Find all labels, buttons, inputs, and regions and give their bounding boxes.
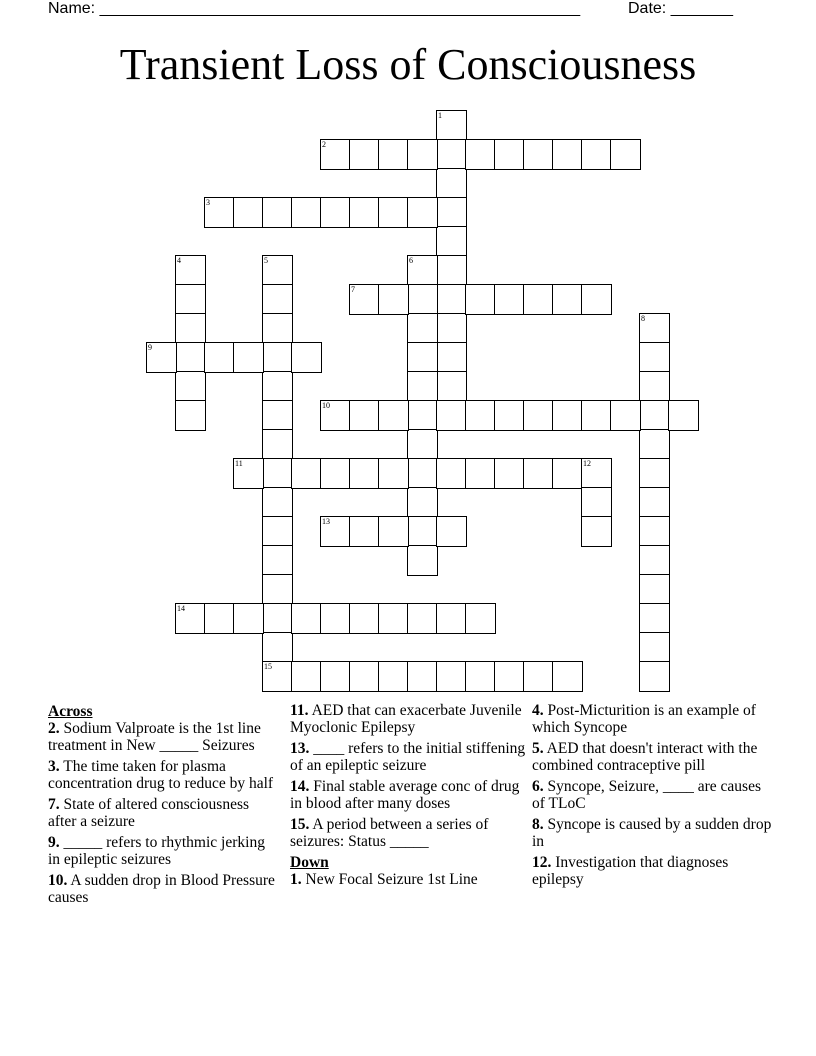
crossword-cell[interactable]: [436, 342, 467, 373]
clue-across-14: 14. Final stable average conc of drug in blood after many doses: [290, 778, 520, 812]
clue-number: 9: [148, 343, 152, 352]
crossword-cell[interactable]: [349, 284, 380, 315]
crossword-cell[interactable]: [349, 458, 380, 489]
crossword-cell[interactable]: [494, 458, 525, 489]
crossword-cell[interactable]: [262, 487, 293, 518]
crossword-cell[interactable]: [523, 284, 554, 315]
crossword-cell[interactable]: [407, 487, 438, 518]
crossword-cell[interactable]: [291, 197, 322, 228]
crossword-cell[interactable]: [465, 603, 496, 634]
crossword-cell[interactable]: [407, 458, 438, 489]
crossword-cell[interactable]: [378, 197, 409, 228]
crossword-cell[interactable]: [581, 458, 612, 489]
crossword-cell[interactable]: [320, 661, 351, 692]
crossword-cell[interactable]: [407, 284, 438, 315]
crossword-cell[interactable]: [175, 342, 206, 373]
crossword-cell[interactable]: [262, 197, 293, 228]
clue-number: 14: [177, 604, 185, 613]
crossword-cell[interactable]: [639, 574, 670, 605]
crossword-cell[interactable]: [320, 400, 351, 431]
clue-across-10: 10. A sudden drop in Blood Pressure causes: [48, 872, 275, 906]
crossword-cell[interactable]: [407, 197, 438, 228]
crossword-cell[interactable]: [639, 429, 670, 460]
clue-number: 5: [264, 256, 268, 265]
across-heading: Across: [48, 703, 93, 720]
crossword-cell[interactable]: [407, 516, 438, 547]
crossword-cell[interactable]: [494, 661, 525, 692]
crossword-cell[interactable]: [291, 342, 322, 373]
crossword-cell[interactable]: [407, 545, 438, 576]
crossword-cell[interactable]: [581, 516, 612, 547]
crossword-cell[interactable]: [233, 342, 264, 373]
crossword-cell[interactable]: [378, 458, 409, 489]
crossword-cell[interactable]: [262, 284, 293, 315]
clue-down-6: 6. Syncope, Seizure, ____ are causes of TLoC: [532, 778, 761, 812]
crossword-cell[interactable]: [291, 661, 322, 692]
clue-across-11: 11. AED that can exacerbate Juvenile Myoclonic Epilepsy: [290, 702, 522, 736]
crossword-cell[interactable]: [349, 603, 380, 634]
crossword-cell[interactable]: [378, 284, 409, 315]
crossword-cell[interactable]: [436, 661, 467, 692]
clue-across-9: 9. _____ refers to rhythmic jerking in epileptic seizures: [48, 834, 265, 868]
crossword-cell[interactable]: [407, 255, 438, 286]
crossword-cell[interactable]: [407, 400, 438, 431]
page-title: Transient Loss of Consciousness: [119, 40, 697, 89]
crossword-cell[interactable]: [639, 400, 670, 431]
crossword-cell[interactable]: [378, 516, 409, 547]
crossword-cell[interactable]: [523, 661, 554, 692]
crossword-cell[interactable]: [262, 458, 293, 489]
crossword-cell[interactable]: [204, 197, 235, 228]
crossword-cell[interactable]: [552, 400, 583, 431]
crossword-cell[interactable]: [175, 371, 206, 402]
clue-number: 13: [322, 517, 330, 526]
crossword-cell[interactable]: [581, 284, 612, 315]
crossword-cell[interactable]: [291, 603, 322, 634]
crossword-cell[interactable]: [436, 516, 467, 547]
clue-down-1: 1. New Focal Seizure 1st Line: [290, 871, 478, 888]
crossword-cell[interactable]: [262, 603, 293, 634]
crossword-cell[interactable]: [262, 516, 293, 547]
clue-down-12: 12. Investigation that diagnoses epilepsy: [532, 854, 729, 888]
crossword-cell[interactable]: [610, 400, 641, 431]
crossword-cell[interactable]: [262, 371, 293, 402]
clue-across-15: 15. A period between a series of seizures: Status _____: [290, 816, 489, 850]
crossword-cell[interactable]: [639, 661, 670, 692]
crossword-cell[interactable]: [436, 458, 467, 489]
crossword-cell[interactable]: [581, 400, 612, 431]
clue-down-4: 4. Post-Micturition is an example of which Syncope: [532, 702, 756, 736]
name-field-label: Name: ______________________________________________________: [48, 0, 581, 17]
crossword-cell[interactable]: [204, 603, 235, 634]
crossword-cell[interactable]: [233, 197, 264, 228]
crossword-cell[interactable]: [262, 661, 293, 692]
clue-number: 4: [177, 256, 181, 265]
crossword-cell[interactable]: [320, 139, 351, 170]
crossword-cell[interactable]: [262, 574, 293, 605]
crossword-cell[interactable]: [465, 661, 496, 692]
crossword-cell[interactable]: [378, 400, 409, 431]
clue-down-5: 5. AED that doesn't interact with the combined contraceptive pill: [532, 740, 758, 774]
crossword-cell[interactable]: [407, 371, 438, 402]
crossword-cell[interactable]: [639, 603, 670, 634]
crossword-cell[interactable]: [639, 632, 670, 663]
crossword-cell[interactable]: [204, 342, 235, 373]
clues-column-2: [290, 702, 526, 892]
crossword-cell[interactable]: [407, 139, 438, 170]
crossword-cell[interactable]: [581, 139, 612, 170]
crossword-cell[interactable]: [436, 255, 467, 286]
crossword-cell[interactable]: [175, 400, 206, 431]
crossword-cell[interactable]: [407, 661, 438, 692]
crossword-cell[interactable]: [494, 139, 525, 170]
crossword-cell[interactable]: [639, 371, 670, 402]
crossword-cell[interactable]: [262, 429, 293, 460]
clue-across-7: 7. State of altered consciousness after a seizure: [48, 796, 250, 830]
crossword-cell[interactable]: [349, 139, 380, 170]
crossword-cell[interactable]: [407, 313, 438, 344]
crossword-cell[interactable]: [349, 400, 380, 431]
crossword-cell[interactable]: [407, 429, 438, 460]
clue-down-8: 8. Syncope is caused by a sudden drop in: [532, 816, 772, 850]
crossword-cell[interactable]: [668, 400, 699, 431]
crossword-cell[interactable]: [639, 516, 670, 547]
clue-number: 15: [264, 662, 272, 671]
crossword-cell[interactable]: [320, 458, 351, 489]
crossword-cell[interactable]: [233, 458, 264, 489]
crossword-cell[interactable]: [436, 371, 467, 402]
crossword-cell[interactable]: [639, 313, 670, 344]
clues-column-3: [532, 702, 772, 892]
crossword-cell[interactable]: [552, 139, 583, 170]
crossword-cell[interactable]: [639, 487, 670, 518]
clue-number: 8: [641, 314, 645, 323]
crossword-cell[interactable]: [436, 284, 467, 315]
crossword-cell[interactable]: [639, 342, 670, 373]
clue-number: 7: [351, 285, 355, 294]
crossword-cell[interactable]: [639, 545, 670, 576]
crossword-cell[interactable]: [378, 603, 409, 634]
clue-number: 6: [409, 256, 413, 265]
clue-across-13: 13. ____ refers to the initial stiffening of an epileptic seizure: [290, 740, 526, 774]
crossword-cell[interactable]: [407, 603, 438, 634]
crossword-cell[interactable]: [494, 284, 525, 315]
clue-across-3: 3. The time taken for plasma concentration drug to reduce by half: [48, 758, 274, 792]
clue-number: 11: [235, 459, 243, 468]
crossword-cell[interactable]: [639, 458, 670, 489]
crossword-cell[interactable]: [436, 168, 467, 199]
crossword-cell[interactable]: [378, 139, 409, 170]
crossword-cell[interactable]: [175, 603, 206, 634]
crossword-cell[interactable]: [436, 110, 467, 141]
crossword-cell[interactable]: [436, 197, 467, 228]
clue-across-2: 2. Sodium Valproate is the 1st line treatment in New _____ Seizures: [48, 720, 261, 754]
crossword-cell[interactable]: [436, 400, 467, 431]
clue-number: 12: [583, 459, 591, 468]
date-field-label: Date: _______: [628, 0, 733, 17]
crossword-cell[interactable]: [320, 603, 351, 634]
crossword-cell[interactable]: [262, 255, 293, 286]
crossword-cell[interactable]: [552, 661, 583, 692]
crossword-cell[interactable]: [175, 284, 206, 315]
crossword-cell[interactable]: [465, 139, 496, 170]
down-heading: Down: [290, 854, 329, 871]
crossword-cell[interactable]: [262, 342, 293, 373]
crossword-cell[interactable]: [233, 603, 264, 634]
crossword-cell[interactable]: [610, 139, 641, 170]
crossword-cell[interactable]: [349, 516, 380, 547]
crossword-cell[interactable]: [175, 313, 206, 344]
clues-column-1: [48, 702, 280, 910]
crossword-cell[interactable]: [436, 313, 467, 344]
crossword-cell[interactable]: [291, 458, 322, 489]
crossword-cell[interactable]: [436, 603, 467, 634]
crossword-cell[interactable]: [494, 400, 525, 431]
crossword-cell[interactable]: [175, 255, 206, 286]
crossword-cell[interactable]: [436, 139, 467, 170]
crossword-cell[interactable]: [407, 342, 438, 373]
crossword-cell[interactable]: [465, 284, 496, 315]
crossword-cell[interactable]: [349, 661, 380, 692]
clue-number: 2: [322, 140, 326, 149]
crossword-cell[interactable]: [465, 458, 496, 489]
crossword-cell[interactable]: [349, 197, 380, 228]
crossword-cell[interactable]: [581, 487, 612, 518]
crossword-cell[interactable]: [523, 458, 554, 489]
crossword-cell[interactable]: [378, 661, 409, 692]
crossword-cell[interactable]: [523, 139, 554, 170]
crossword-cell[interactable]: [320, 516, 351, 547]
crossword-cell[interactable]: [436, 226, 467, 257]
crossword-cell[interactable]: [320, 197, 351, 228]
clue-number: 3: [206, 198, 210, 207]
crossword-cell[interactable]: [262, 400, 293, 431]
crossword-cell[interactable]: [262, 632, 293, 663]
clue-number: 1: [438, 111, 442, 120]
crossword-cell[interactable]: [146, 342, 177, 373]
crossword-cell[interactable]: [262, 545, 293, 576]
crossword-cell[interactable]: [552, 284, 583, 315]
crossword-cell[interactable]: [523, 400, 554, 431]
crossword-cell[interactable]: [465, 400, 496, 431]
clue-number: 10: [322, 401, 330, 410]
crossword-cell[interactable]: [552, 458, 583, 489]
crossword-cell[interactable]: [262, 313, 293, 344]
